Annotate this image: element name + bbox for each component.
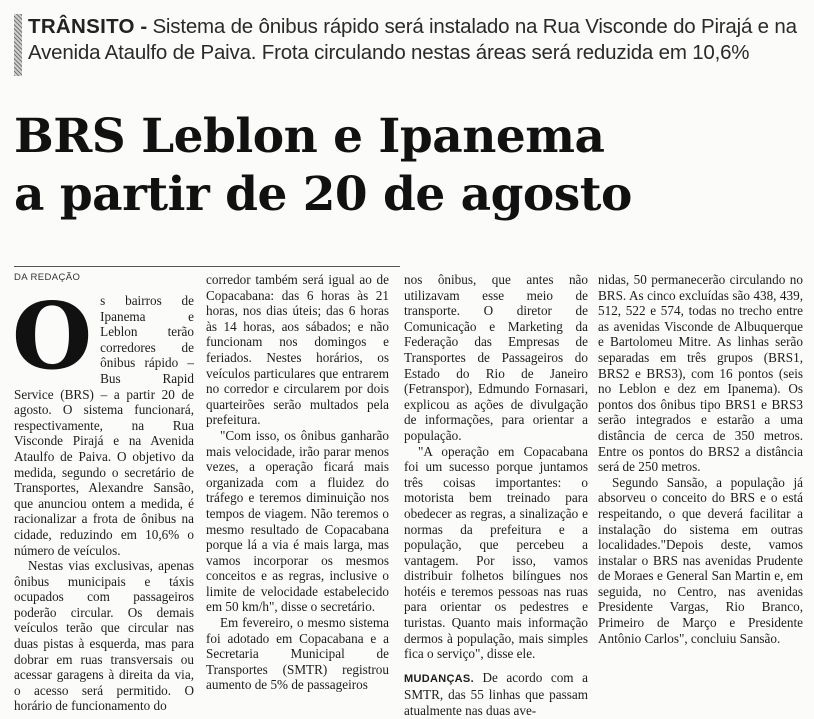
kicker-accent-bar: [14, 14, 22, 76]
paragraph: corredor também será igual ao de Copacabana: das 6 horas às 21 horas, nos dias úteis; das 6 horas às 14 horas, aos sábados; e não funcionam nos domingos e feriados. Nestes horários, os veículos particulares que entrarem no corredor e circularem por dois quarteirões serão multados pela prefeitura.: [206, 272, 389, 428]
paragraph: nos ônibus, que antes não utilizavam esse meio de transporte. O diretor de Comunicação e Marketing da Federação das Empresas de Transportes de Passageiros do Estado do Rio de Janeiro (Fetranspor), Edmundo Fornasari, explicou as ações de divulgação de informações, para orientar a população.: [404, 272, 588, 443]
paragraph: "Com isso, os ônibus ganharão mais velocidade, irão parar menos vezes, a operação ficará mais organizada com a fluidez do tráfego e teremos diminuição nos tempos de viagem. Não teremos o mesmo resultado de Copacabana porque lá a via é mais larga, mas vamos incorporar os mesmos conceitos e as regras, inclusive o limite de velocidade estabelecido em 50 km/h", disse o secretário.: [206, 427, 389, 615]
paragraph: Segundo Sansão, a população já absorveu o conceito do BRS e o está respeitando, o que deverá facilitar a instalação do sistema em outras localidades."Depois deste, vamos instalar o BRS nas avenidas Prudente de Moraes e General San Martin e, em seguida, no Centro, nas avenidas Presidente Vargas, Rio Branco, Primeiro de Março e Presidente Antônio Carlos", concluiu Sansão.: [598, 474, 803, 646]
paragraph: nidas, 50 permanecerão circulando no BRS. As cinco excluídas são 438, 439, 512, 522 e 574, todas no trecho entre as avenidas Visconde de Albuquerque e Bartolomeu Mitre. As linhas serão separadas em três grupos (BRS1, BRS2 e BRS3), com 16 pontos (seis no Leblon e dez em Ipanema). Os pontos dos ônibus tipo BRS1 e BRS3 serão integrados e estarão a uma distância de cerca de 350 metros. Entre os pontos do BRS2 a distância será de 250 metros.: [598, 272, 803, 475]
paragraph: s bairros de Ipanema e Leblon terão corredores de ônibus rápido – Bus Rapid Service (BRS) – a partir 20 de agosto. O sistema funcionará, respectivamente, na Rua Visconde Pirajá e na Avenida Ataulfo de Paiva. O objetivo da medida, segundo o secretário de Transportes, Alexandre Sansão, que anunciou ontem a medida, é racionalizar a frota de ônibus na cidade, reduzindo em 10,6% o número de veículos.: [14, 293, 194, 558]
kicker-text: Sistema de ônibus rápido será instalado na Rua Visconde do Pirajá e na Avenida Ataulfo de Paiva. Frota circulando nestas áreas será reduzida em 10,6%: [28, 15, 797, 64]
subhead: MUDANÇAS.: [404, 672, 474, 685]
paragraph: "A operação em Copacabana foi um sucesso porque juntamos três coisas importantes: o motorista bem treinado para obedecer as regras, a sinalização e normas da prefeitura e a população, que percebeu a vantagem. Por isso, vamos distribuir folhetos bilíngues nos hotéis e teremos pessoas nas ruas para orientar os pedestres e turistas. Quanto mais informação dermos à população, mais simples fica o serviço", disse ele.: [404, 443, 588, 662]
byline-rule: [14, 266, 400, 267]
headline: [14, 108, 804, 224]
drop-cap: O: [12, 282, 93, 390]
headline-line-2: a partir de 20 de agosto: [14, 167, 632, 222]
byline: DA REDAÇÃO: [14, 272, 81, 283]
kicker-tag: TRÂNSITO: [28, 15, 135, 38]
paragraph: Nestas vias exclusivas, apenas ônibus municipais e táxis ocupados com passageiros poderão circular. Os demais veículos terão que circular nas duas pistas à esquerda, mas para dobrar em ruas transversais ou acessar garagens à direita da via, o acesso será permitido. O horário de funcionamento do: [14, 558, 194, 714]
article-column-3: [404, 272, 588, 719]
headline-line-1: BRS Leblon e Ipanema: [14, 109, 605, 164]
kicker: [28, 14, 803, 66]
kicker-separator: -: [140, 15, 147, 38]
paragraph: Em fevereiro, o mesmo sistema foi adotado em Copacabana e a Secretaria Municipal de Transportes (SMTR) registrou aumento de 5% de passageiros: [206, 615, 389, 693]
article-column-2: [206, 272, 389, 693]
article-column-4: [598, 272, 803, 646]
article-column-1: [12, 282, 194, 714]
paragraph: De acordo com a SMTR, das 55 linhas que passam atualmente nas duas ave-: [404, 669, 588, 719]
